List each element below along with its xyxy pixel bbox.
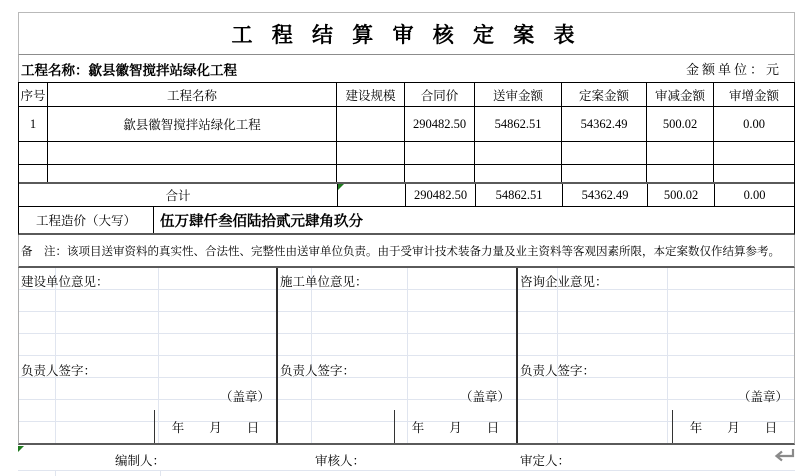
cell-empty[interactable] [405, 165, 475, 182]
date-field: 年 月 日 [154, 410, 276, 443]
seal-label: （盖章） [219, 390, 270, 404]
cell-empty[interactable] [337, 142, 405, 164]
total-contract-price[interactable]: 290482.50 [406, 184, 476, 206]
gridline [160, 471, 161, 476]
cell-reduced-amount[interactable]: 500.02 [647, 107, 714, 141]
cell-scale[interactable] [337, 107, 405, 141]
total-increased-amount[interactable]: 0.00 [743, 187, 766, 202]
cell-empty[interactable] [48, 142, 337, 164]
cell-empty[interactable] [562, 142, 647, 164]
cell-increased-amount[interactable]: 0.00 [743, 116, 765, 131]
amount-in-words-row [19, 207, 794, 233]
total-finalized-amount[interactable]: 54362.49 [563, 184, 648, 206]
bottom-gridline-strip [18, 470, 795, 476]
cell-empty[interactable] [647, 165, 714, 182]
meta-row [18, 55, 795, 82]
cell-empty[interactable] [475, 142, 562, 164]
approver-label: 审定人： [520, 454, 571, 468]
gridline [55, 268, 56, 443]
preparer-label: 编制人： [115, 454, 166, 468]
date-field: 年 月 日 [394, 410, 516, 443]
signature-label: 负责人签字： [280, 364, 356, 378]
header-contract-price[interactable]: 合同价 [405, 83, 475, 106]
amount-in-words-label[interactable]: 工程造价（大写） [19, 207, 154, 233]
header-reduced-amount[interactable]: 审减金额 [647, 83, 714, 106]
consultant-opinion-section[interactable] [518, 268, 794, 443]
footer-row [18, 445, 795, 470]
amount-in-words-value[interactable]: 伍万肆仟叁佰陆拾贰元肆角玖分 [160, 213, 363, 230]
seal-label: （盖章） [737, 390, 788, 404]
cell-error-marker-icon [18, 446, 24, 452]
project-name-label: 工程名称：歙县徽智搅拌站绿化工程 [21, 62, 237, 78]
cell-empty[interactable] [48, 165, 337, 182]
header-increased-amount[interactable]: 审增金额 [728, 88, 779, 103]
cell-empty[interactable] [647, 142, 714, 164]
gridline [311, 268, 312, 443]
total-label[interactable]: 合计 [19, 184, 338, 206]
settlement-form [18, 12, 795, 476]
gridline [55, 471, 56, 476]
date-field: 年 月 日 [672, 410, 794, 443]
table-row [19, 142, 794, 165]
cell-empty[interactable] [19, 142, 48, 164]
cell-empty[interactable] [19, 165, 48, 182]
cell-project-name[interactable]: 歙县徽智搅拌站绿化工程 [48, 107, 337, 141]
settlement-table [18, 82, 795, 235]
signature-label: 负责人签字： [520, 364, 596, 378]
cell-empty[interactable] [714, 165, 794, 182]
cell-submitted-amount[interactable]: 54862.51 [475, 107, 562, 141]
note-row [18, 235, 795, 268]
header-submitted-amount[interactable]: 送审金额 [475, 83, 562, 106]
header-scale[interactable]: 建设规模 [337, 83, 405, 106]
cell-empty[interactable] [337, 165, 405, 182]
cell-empty[interactable] [562, 165, 647, 182]
header-finalized-amount[interactable]: 定案金额 [562, 83, 647, 106]
total-submitted-amount[interactable]: 54862.51 [476, 184, 563, 206]
reviewer-label: 审核人： [315, 454, 366, 468]
signature-label: 负责人签字： [21, 364, 97, 378]
carriage-return-icon [772, 447, 796, 469]
header-seq[interactable]: 序号 [19, 83, 48, 106]
opinion-sections [18, 268, 795, 445]
total-reduced-amount[interactable]: 500.02 [648, 184, 715, 206]
cell-error-marker-icon [338, 184, 344, 190]
table-row [19, 165, 794, 184]
contractor-opinion-section[interactable] [278, 268, 518, 443]
header-project-name[interactable]: 工程名称 [48, 83, 337, 106]
cell-empty[interactable] [714, 142, 794, 164]
table-header-row [19, 83, 794, 107]
cell-contract-price[interactable]: 290482.50 [405, 107, 475, 141]
cell-empty[interactable] [475, 165, 562, 182]
table-total-row [19, 184, 794, 207]
cell-finalized-amount[interactable]: 54362.49 [562, 107, 647, 141]
seal-label: （盖章） [459, 390, 510, 404]
contractor-opinion-label: 施工单位意见： [280, 275, 368, 289]
owner-opinion-section[interactable] [19, 268, 278, 443]
table-row [19, 107, 794, 142]
gridline [557, 268, 558, 443]
owner-opinion-label: 建设单位意见： [21, 275, 109, 289]
total-scale[interactable] [338, 184, 406, 206]
amount-unit-label: 金额单位：元 [685, 62, 782, 77]
gridline [667, 268, 668, 443]
consultant-opinion-label: 咨询企业意见： [520, 275, 608, 289]
cell-seq[interactable]: 1 [19, 107, 48, 141]
page-title: 工 程 结 算 审 核 定 案 表 [18, 12, 795, 55]
note-text: 备 注：该项目送审资料的真实性、合法性、完整性由送审单位负责。由于受审计技术装备力量及业主资料等客观因素所限，本定案数仅作结算参考。 [21, 245, 780, 258]
cell-empty[interactable] [405, 142, 475, 164]
